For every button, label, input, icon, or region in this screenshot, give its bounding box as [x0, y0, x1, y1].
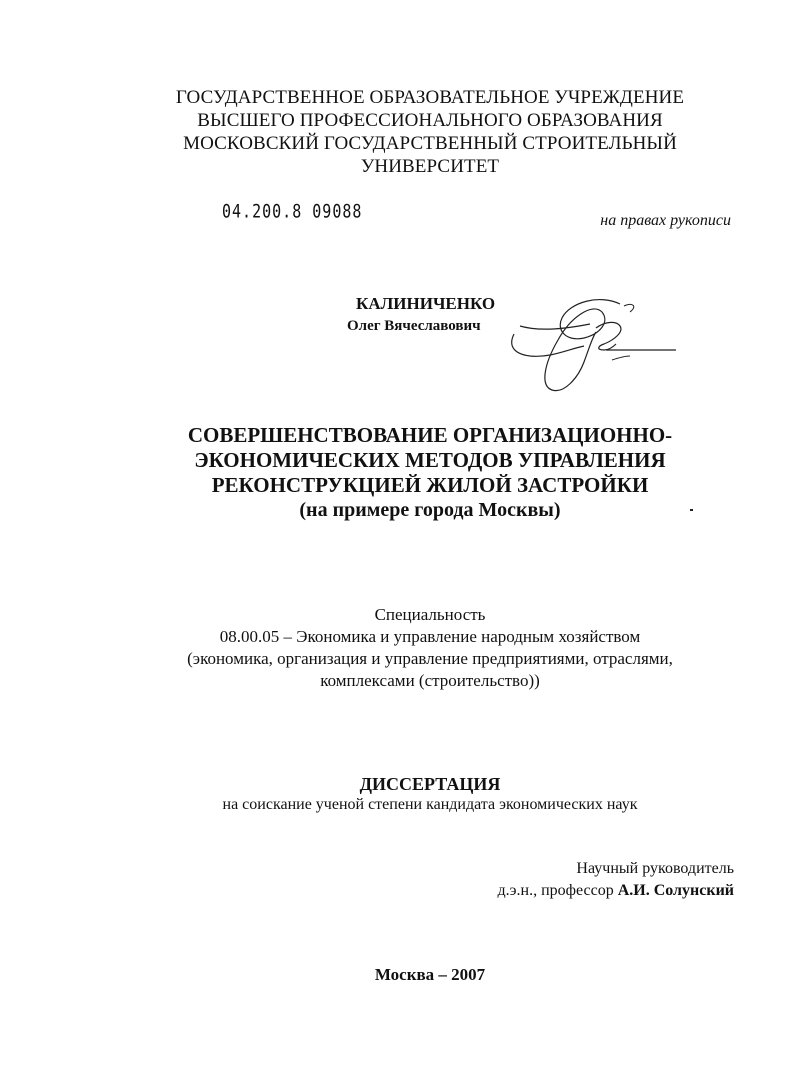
specialty-line: (экономика, организация и управление предприятиями, отраслями,: [187, 649, 673, 668]
specialty-line: комплексами (строительство)): [320, 671, 540, 690]
advisor-line: [498, 880, 735, 902]
rights-note: на правах рукописи: [600, 212, 731, 229]
title-line: СОВЕРШЕНСТВОВАНИЕ ОРГАНИЗАЦИОННО-: [187, 423, 673, 447]
dissertation-title: [130, 423, 730, 523]
advisor-block: [498, 858, 735, 902]
institution-line: ВЫСШЕГО ПРОФЕССИОНАЛЬНОГО ОБРАЗОВАНИЯ: [197, 110, 663, 131]
dissertation-heading: ДИССЕРТАЦИЯ: [359, 774, 501, 794]
advisor-credentials: д.э.н., профессор: [497, 882, 614, 899]
author-given-names: Олег Вячеславович: [347, 318, 481, 334]
institution-header: [100, 86, 760, 178]
scan-speck: [690, 509, 693, 511]
institution-line: МОСКОВСКИЙ ГОСУДАРСТВЕННЫЙ СТРОИТЕЛЬНЫЙ: [183, 133, 677, 154]
dissertation-purpose: на соискание ученой степени кандидата экономических наук: [222, 796, 638, 813]
advisor-name: А.И. Солунский: [617, 882, 734, 899]
title-subtitle: (на примере города Москвы): [299, 499, 561, 521]
title-line: РЕКОНСТРУКЦИЕЙ ЖИЛОЙ ЗАСТРОЙКИ: [211, 473, 649, 497]
title-line: ЭКОНОМИЧЕСКИХ МЕТОДОВ УПРАВЛЕНИЯ: [194, 448, 666, 472]
registration-stamp: 04.200.8 09088: [222, 200, 363, 223]
specialty-label: Специальность: [374, 605, 486, 624]
author-signature-icon: [500, 288, 680, 398]
advisor-label: Научный руководитель: [576, 860, 734, 877]
specialty-line: 08.00.05 – Экономика и управление народным хозяйством: [219, 627, 641, 646]
specialty-block: [100, 604, 760, 692]
institution-line: УНИВЕРСИТЕТ: [360, 156, 500, 177]
institution-line: ГОСУДАРСТВЕННОЕ ОБРАЗОВАТЕЛЬНОЕ УЧРЕЖДЕНИЕ: [175, 87, 685, 108]
author-surname: КАЛИНИЧЕНКО: [356, 294, 496, 313]
place-year: Москва – 2007: [374, 965, 486, 984]
